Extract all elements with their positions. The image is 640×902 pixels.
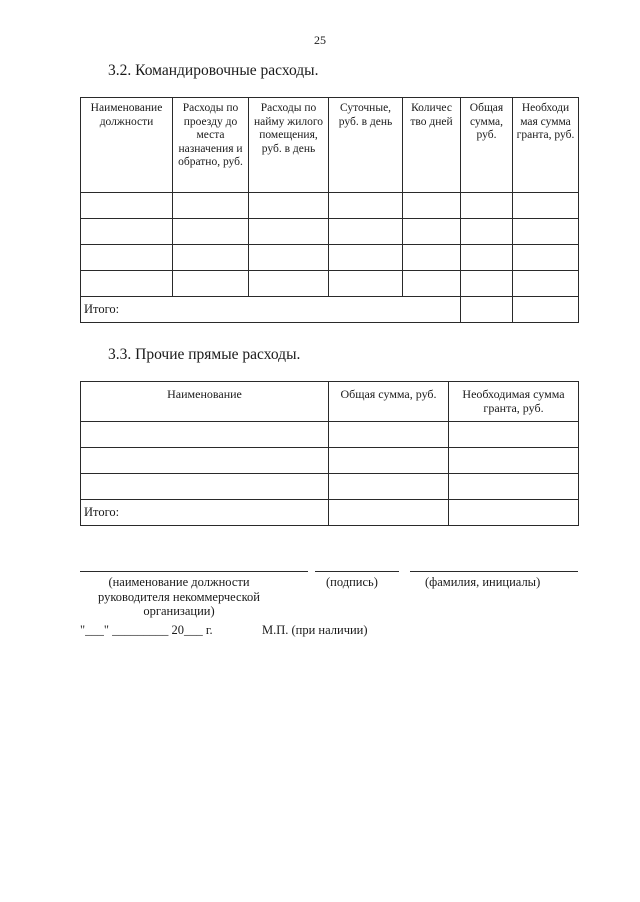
name-caption: (фамилия, инициалы) — [425, 575, 541, 589]
total-grant-cell[interactable] — [449, 500, 579, 526]
total-sum-cell[interactable] — [329, 500, 449, 526]
table-cell[interactable] — [81, 193, 173, 219]
header-item-name: Наименование — [81, 382, 329, 422]
total-grant-cell[interactable] — [513, 297, 579, 323]
total-label: Итого: — [81, 500, 329, 526]
table-cell[interactable] — [81, 474, 329, 500]
table-cell[interactable] — [513, 245, 579, 271]
table-cell[interactable] — [329, 422, 449, 448]
table-cell[interactable] — [81, 271, 173, 297]
table-cell[interactable] — [249, 193, 329, 219]
name-signature-line[interactable] — [410, 571, 578, 572]
table-cell[interactable] — [449, 422, 579, 448]
table-cell[interactable] — [403, 271, 461, 297]
section-title-travel-expenses: 3.2. Командировочные расходы. — [108, 62, 319, 79]
table-cell[interactable] — [513, 219, 579, 245]
table-cell[interactable] — [461, 245, 513, 271]
section-title-other-expenses: 3.3. Прочие прямые расходы. — [108, 346, 301, 363]
table-cell[interactable] — [513, 193, 579, 219]
table-cell[interactable] — [249, 245, 329, 271]
header-per-diem: Суточные, руб. в день — [329, 98, 403, 193]
table-row — [81, 271, 579, 297]
signature-line[interactable] — [315, 571, 399, 572]
table-cell[interactable] — [173, 193, 249, 219]
table-cell[interactable] — [81, 245, 173, 271]
table-cell[interactable] — [449, 474, 579, 500]
table-row — [81, 245, 579, 271]
table-cell[interactable] — [513, 271, 579, 297]
table-cell[interactable] — [173, 271, 249, 297]
table-cell[interactable] — [173, 245, 249, 271]
table-cell[interactable] — [461, 219, 513, 245]
header-grant-sum: Необходимая сумма гранта, руб. — [449, 382, 579, 422]
table-cell[interactable] — [329, 219, 403, 245]
table-cell[interactable] — [461, 193, 513, 219]
table-cell[interactable] — [329, 474, 449, 500]
table-row — [81, 422, 579, 448]
table-row — [81, 219, 579, 245]
table-cell[interactable] — [329, 448, 449, 474]
total-label: Итого: — [81, 297, 461, 323]
stamp-note: М.П. (при наличии) — [262, 623, 368, 637]
table-cell[interactable] — [403, 245, 461, 271]
total-sum-cell[interactable] — [461, 297, 513, 323]
header-days-count: Количес тво дней — [403, 98, 461, 193]
other-expenses-table — [80, 381, 579, 526]
total-row — [81, 297, 579, 323]
table-cell[interactable] — [449, 448, 579, 474]
travel-expenses-table — [80, 97, 579, 323]
table-cell[interactable] — [403, 193, 461, 219]
table-cell[interactable] — [81, 448, 329, 474]
table-cell[interactable] — [249, 219, 329, 245]
table-cell[interactable] — [329, 245, 403, 271]
table-cell[interactable] — [329, 193, 403, 219]
table-cell[interactable] — [81, 219, 173, 245]
total-row — [81, 500, 579, 526]
header-total-sum: Общая сумма, руб. — [461, 98, 513, 193]
header-position-name: Наименование должности — [81, 98, 173, 193]
page-number: 25 — [314, 33, 326, 47]
header-housing-cost: Расходы по найму жилого помещения, руб. в день — [249, 98, 329, 193]
header-travel-cost: Расходы по проезду до места назначения и обратно, руб. — [173, 98, 249, 193]
table-header-row — [81, 382, 579, 422]
table-cell[interactable] — [249, 271, 329, 297]
date-line[interactable]: "___" _________ 20___ г. — [80, 623, 213, 637]
table-cell[interactable] — [173, 219, 249, 245]
table-row — [81, 474, 579, 500]
table-cell[interactable] — [329, 271, 403, 297]
signature-caption: (подпись) — [326, 575, 378, 589]
header-grant-sum: Необходи мая сумма гранта, руб. — [513, 98, 579, 193]
table-header-row — [81, 98, 579, 193]
table-row — [81, 193, 579, 219]
table-cell[interactable] — [81, 422, 329, 448]
table-row — [81, 448, 579, 474]
position-caption: (наименование должности руководителя некоммерческой организации) — [98, 575, 260, 618]
position-signature-line[interactable] — [80, 571, 308, 572]
table-cell[interactable] — [461, 271, 513, 297]
header-total-sum: Общая сумма, руб. — [329, 382, 449, 422]
table-cell[interactable] — [403, 219, 461, 245]
